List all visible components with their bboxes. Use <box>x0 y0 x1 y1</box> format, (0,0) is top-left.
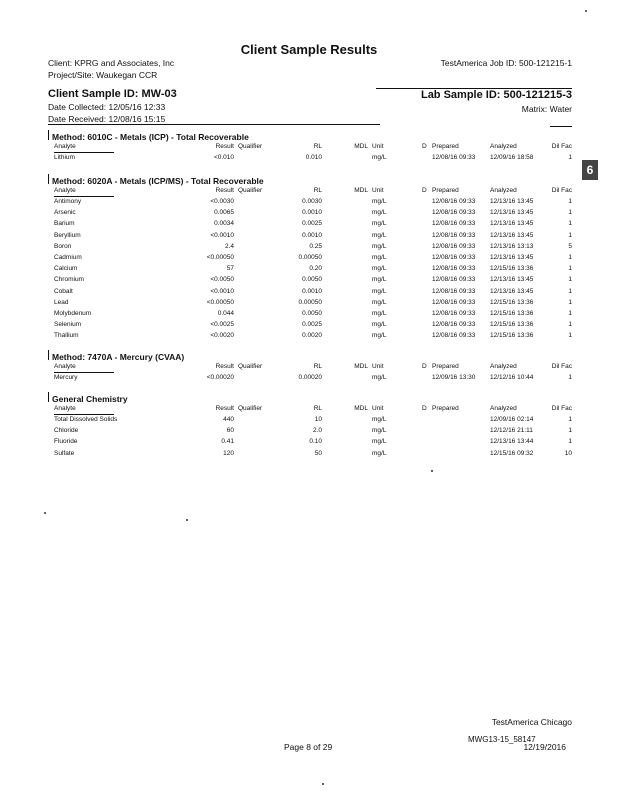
cell-analyte: Boron <box>54 242 72 250</box>
cell-rl: 0.20 <box>309 265 322 273</box>
cell-unit: mg/L <box>372 427 387 435</box>
cell-unit: mg/L <box>372 438 387 446</box>
column-header-analyzed: Analyzed <box>490 363 517 370</box>
cell-analyte: Chromium <box>54 276 84 284</box>
cell-result: 0.41 <box>221 438 234 446</box>
cell-result: <0.0020 <box>210 332 234 340</box>
column-header-d: D <box>422 405 427 412</box>
column-header-mdl: MDL <box>354 363 368 370</box>
cell-dil: 1 <box>568 310 572 317</box>
table-row <box>0 288 618 299</box>
cell-result: 120 <box>223 449 234 457</box>
column-header-analyte: Analyte <box>54 143 76 150</box>
cell-analyte: Thallium <box>54 332 79 340</box>
cell-analyzed: 12/13/16 13:45 <box>490 276 534 284</box>
cell-analyzed: 12/12/16 10:44 <box>490 374 534 381</box>
cell-unit: mg/L <box>372 198 387 205</box>
table-row <box>0 232 618 243</box>
cell-unit: mg/L <box>372 321 387 329</box>
cell-dil: 1 <box>568 427 572 435</box>
table-row <box>0 220 618 231</box>
client-name: Client: KPRG and Associates, Inc <box>48 58 175 68</box>
cell-prepared: 12/08/16 09:33 <box>432 242 476 250</box>
cell-rl: 0.00020 <box>298 374 322 381</box>
table-row <box>0 321 618 332</box>
cell-dil: 1 <box>568 374 572 381</box>
cell-rl: 0.0030 <box>302 198 322 205</box>
table-row <box>0 374 618 385</box>
column-header-d: D <box>422 187 427 194</box>
cell-unit: mg/L <box>372 220 387 228</box>
cell-prepared: 12/08/16 09:33 <box>432 198 476 205</box>
cell-result: <0.010 <box>213 154 234 161</box>
cell-dil: 1 <box>568 276 572 284</box>
cell-result: <0.0010 <box>210 231 234 239</box>
cell-analyzed: 12/09/16 18:58 <box>490 154 534 161</box>
cell-rl: 0.25 <box>309 242 322 250</box>
table-row <box>0 332 618 343</box>
cell-analyte: Cobalt <box>54 287 73 295</box>
cell-result: 0.0034 <box>214 220 234 228</box>
column-header-mdl: MDL <box>354 187 368 194</box>
column-header-rl: RL <box>313 187 322 194</box>
column-header-rl: RL <box>313 363 322 370</box>
column-header-qualifier: Qualifier <box>238 405 263 412</box>
column-header-dil-fac: Dil Fac <box>551 405 572 412</box>
cell-prepared: 12/08/16 09:33 <box>432 298 476 306</box>
column-header-unit: Unit <box>372 405 384 412</box>
table-row <box>0 254 618 265</box>
cell-dil: 1 <box>568 438 572 446</box>
cell-result: <0.00020 <box>206 374 234 381</box>
cell-prepared: 12/09/16 13:30 <box>432 374 476 381</box>
cell-rl: 0.0025 <box>302 220 322 228</box>
date-collected: Date Collected: 12/05/16 12:33 <box>48 102 166 112</box>
section-title: Method: 7470A - Mercury (CVAA) <box>52 352 185 362</box>
matrix: Matrix: Water <box>521 104 572 114</box>
column-header-analyzed: Analyzed <box>490 405 517 412</box>
cell-analyzed: 12/13/16 13:45 <box>490 220 534 228</box>
client-sample-id: Client Sample ID: MW-03 <box>48 88 177 100</box>
column-header-dil-fac: Dil Fac <box>551 187 572 194</box>
table-row <box>0 427 618 438</box>
table-row <box>0 265 618 276</box>
cell-unit: mg/L <box>372 298 387 306</box>
section-title: Method: 6020A - Metals (ICP/MS) - Total Recoverable <box>52 176 264 186</box>
project-site: Project/Site: Waukegan CCR <box>48 70 158 80</box>
cell-unit: mg/L <box>372 276 387 284</box>
cell-analyte: Chloride <box>54 427 79 435</box>
footer-date: 12/19/2016 <box>523 742 566 752</box>
column-header-d: D <box>422 143 427 150</box>
cell-prepared: 12/08/16 09:33 <box>432 310 476 317</box>
cell-dil: 1 <box>568 321 572 329</box>
table-row <box>0 416 618 427</box>
cell-prepared: 12/08/16 09:33 <box>432 276 476 284</box>
cell-analyte: Cadmium <box>54 254 82 261</box>
section-title: Method: 6010C - Metals (ICP) - Total Recoverable <box>52 132 249 142</box>
cell-rl: 50 <box>314 449 322 457</box>
cell-result: <0.0050 <box>210 276 234 284</box>
column-header-unit: Unit <box>372 187 384 194</box>
cell-analyzed: 12/13/16 13:45 <box>490 287 534 295</box>
cell-analyte: Sulfate <box>54 449 75 457</box>
cell-prepared: 12/08/16 09:33 <box>432 287 476 295</box>
cell-unit: mg/L <box>372 209 387 217</box>
column-header-qualifier: Qualifier <box>238 143 263 150</box>
cell-analyte: Selenium <box>54 321 82 329</box>
cell-rl: 0.10 <box>309 438 322 446</box>
column-header-rl: RL <box>313 405 322 412</box>
cell-rl: 2.0 <box>312 427 322 435</box>
column-header-prepared: Prepared <box>432 363 459 370</box>
cell-dil: 1 <box>568 220 572 228</box>
cell-unit: mg/L <box>372 154 387 161</box>
cell-unit: mg/L <box>372 310 387 317</box>
section-tab-marker: 6 <box>582 160 598 180</box>
column-header-analyte: Analyte <box>54 363 76 370</box>
cell-rl: 0.0010 <box>302 231 322 239</box>
cell-analyzed: 12/13/16 13:13 <box>490 242 534 250</box>
cell-analyte: Beryllium <box>54 231 81 239</box>
table-row <box>0 209 618 220</box>
cell-result: <0.0025 <box>210 321 234 329</box>
column-header-result: Result <box>215 143 234 150</box>
cell-dil: 1 <box>568 231 572 239</box>
cell-dil: 1 <box>568 198 572 205</box>
cell-result: 60 <box>226 427 234 435</box>
cell-analyte: Calcium <box>54 265 78 273</box>
cell-unit: mg/L <box>372 416 387 423</box>
cell-unit: mg/L <box>372 287 387 295</box>
cell-dil: 1 <box>568 254 572 261</box>
table-row <box>0 198 618 209</box>
table-row <box>0 310 618 321</box>
cell-dil: 1 <box>568 298 572 306</box>
cell-prepared: 12/08/16 09:33 <box>432 154 476 161</box>
job-id: TestAmerica Job ID: 500-121215-1 <box>440 58 572 68</box>
table-row <box>0 450 618 461</box>
table-row <box>0 438 618 449</box>
cell-analyzed: 12/13/16 13:45 <box>490 198 534 205</box>
column-header-dil-fac: Dil Fac <box>551 143 572 150</box>
column-header-prepared: Prepared <box>432 143 459 150</box>
cell-analyzed: 12/15/16 13:36 <box>490 332 534 340</box>
cell-rl: 0.0010 <box>302 287 322 295</box>
cell-prepared: 12/08/16 09:33 <box>432 321 476 329</box>
cell-result: 440 <box>223 416 234 423</box>
column-header-prepared: Prepared <box>432 187 459 194</box>
table-row <box>0 243 618 254</box>
cell-rl: 0.0050 <box>302 276 322 284</box>
column-header-result: Result <box>215 187 234 194</box>
cell-analyte: Arsenic <box>54 209 76 217</box>
table-row <box>0 154 618 165</box>
cell-analyte: Barium <box>54 220 75 228</box>
page-title: Client Sample Results <box>240 42 378 57</box>
cell-result: <0.0010 <box>210 287 234 295</box>
cell-analyte: Fluoride <box>54 438 78 446</box>
column-header-result: Result <box>215 363 234 370</box>
cell-analyzed: 12/12/16 21:11 <box>490 427 533 435</box>
footer-company: TestAmerica Chicago <box>491 717 572 727</box>
cell-result: 0.044 <box>217 310 234 317</box>
cell-analyte: Molybdenum <box>54 310 92 317</box>
cell-analyzed: 12/13/16 13:45 <box>490 209 534 217</box>
page-number: Page 8 of 29 <box>284 742 333 752</box>
column-header-mdl: MDL <box>354 143 368 150</box>
column-header-prepared: Prepared <box>432 405 459 412</box>
cell-unit: mg/L <box>372 231 387 239</box>
cell-dil: 10 <box>564 449 572 457</box>
cell-rl: 0.00050 <box>298 298 322 306</box>
cell-dil: 1 <box>568 265 572 273</box>
cell-unit: mg/L <box>372 254 387 261</box>
cell-dil: 5 <box>568 242 572 250</box>
cell-dil: 1 <box>568 416 572 423</box>
cell-prepared: 12/08/16 09:33 <box>432 220 476 228</box>
column-header-qualifier: Qualifier <box>238 187 263 194</box>
cell-result: <0.00050 <box>206 254 234 261</box>
cell-analyzed: 12/09/16 02:14 <box>490 416 534 423</box>
cell-unit: mg/L <box>372 374 387 381</box>
cell-dil: 1 <box>568 332 572 340</box>
cell-prepared: 12/08/16 09:33 <box>432 231 476 239</box>
column-header-mdl: MDL <box>354 405 368 412</box>
table-row <box>0 299 618 310</box>
cell-analyzed: 12/15/16 13:36 <box>490 265 534 273</box>
cell-result: 0.0065 <box>214 209 234 217</box>
cell-result: 57 <box>226 265 234 273</box>
cell-rl: 0.0010 <box>302 209 322 217</box>
column-header-analyzed: Analyzed <box>490 143 517 150</box>
cell-rl: 0.010 <box>305 154 322 161</box>
cell-unit: mg/L <box>372 449 387 457</box>
cell-rl: 0.00050 <box>298 254 322 261</box>
cell-dil: 1 <box>568 154 572 161</box>
cell-dil: 1 <box>568 287 572 295</box>
column-header-analyte: Analyte <box>54 187 76 194</box>
cell-unit: mg/L <box>372 332 387 340</box>
cell-analyzed: 12/13/16 13:44 <box>490 438 534 446</box>
cell-analyzed: 12/15/16 13:36 <box>490 298 534 306</box>
cell-rl: 0.0050 <box>302 310 322 317</box>
table-row <box>0 276 618 287</box>
cell-analyzed: 12/13/16 13:45 <box>490 231 534 239</box>
cell-analyzed: 12/15/16 09:32 <box>490 449 534 457</box>
cell-analyte: Antimony <box>54 198 82 205</box>
column-header-analyzed: Analyzed <box>490 187 517 194</box>
cell-analyte: Total Dissolved Solids <box>54 416 118 423</box>
cell-rl: 0.0025 <box>302 321 322 329</box>
cell-result: <0.0030 <box>210 198 234 205</box>
cell-rl: 0.0020 <box>302 332 322 340</box>
cell-unit: mg/L <box>372 265 387 273</box>
footer-code: MWG13-15_58147 <box>468 735 536 744</box>
cell-analyzed: 12/15/16 13:36 <box>490 321 534 329</box>
cell-unit: mg/L <box>372 242 387 250</box>
column-header-qualifier: Qualifier <box>238 363 263 370</box>
cell-analyte: Lithium <box>54 154 75 161</box>
lab-sample-id: Lab Sample ID: 500-121215-3 <box>420 89 572 101</box>
section-title: General Chemistry <box>52 394 128 404</box>
cell-analyzed: 12/15/16 13:36 <box>490 310 534 317</box>
cell-prepared: 12/08/16 09:33 <box>432 265 476 273</box>
cell-prepared: 12/08/16 09:33 <box>432 209 476 217</box>
cell-analyte: Mercury <box>54 374 78 381</box>
cell-analyzed: 12/13/16 13:45 <box>490 254 534 261</box>
column-header-rl: RL <box>313 143 322 150</box>
cell-rl: 10 <box>314 416 322 423</box>
column-header-dil-fac: Dil Fac <box>551 363 572 370</box>
column-header-d: D <box>422 363 427 370</box>
cell-prepared: 12/08/16 09:33 <box>432 332 476 340</box>
column-header-result: Result <box>215 405 234 412</box>
cell-dil: 1 <box>568 209 572 217</box>
cell-prepared: 12/08/16 09:33 <box>432 254 476 261</box>
cell-analyte: Lead <box>54 298 69 306</box>
column-header-unit: Unit <box>372 143 384 150</box>
date-received: Date Received: 12/08/16 15:15 <box>48 114 166 124</box>
cell-result: <0.00050 <box>206 298 234 306</box>
cell-result: 2.4 <box>224 242 234 250</box>
column-header-unit: Unit <box>372 363 384 370</box>
column-header-analyte: Analyte <box>54 405 76 412</box>
